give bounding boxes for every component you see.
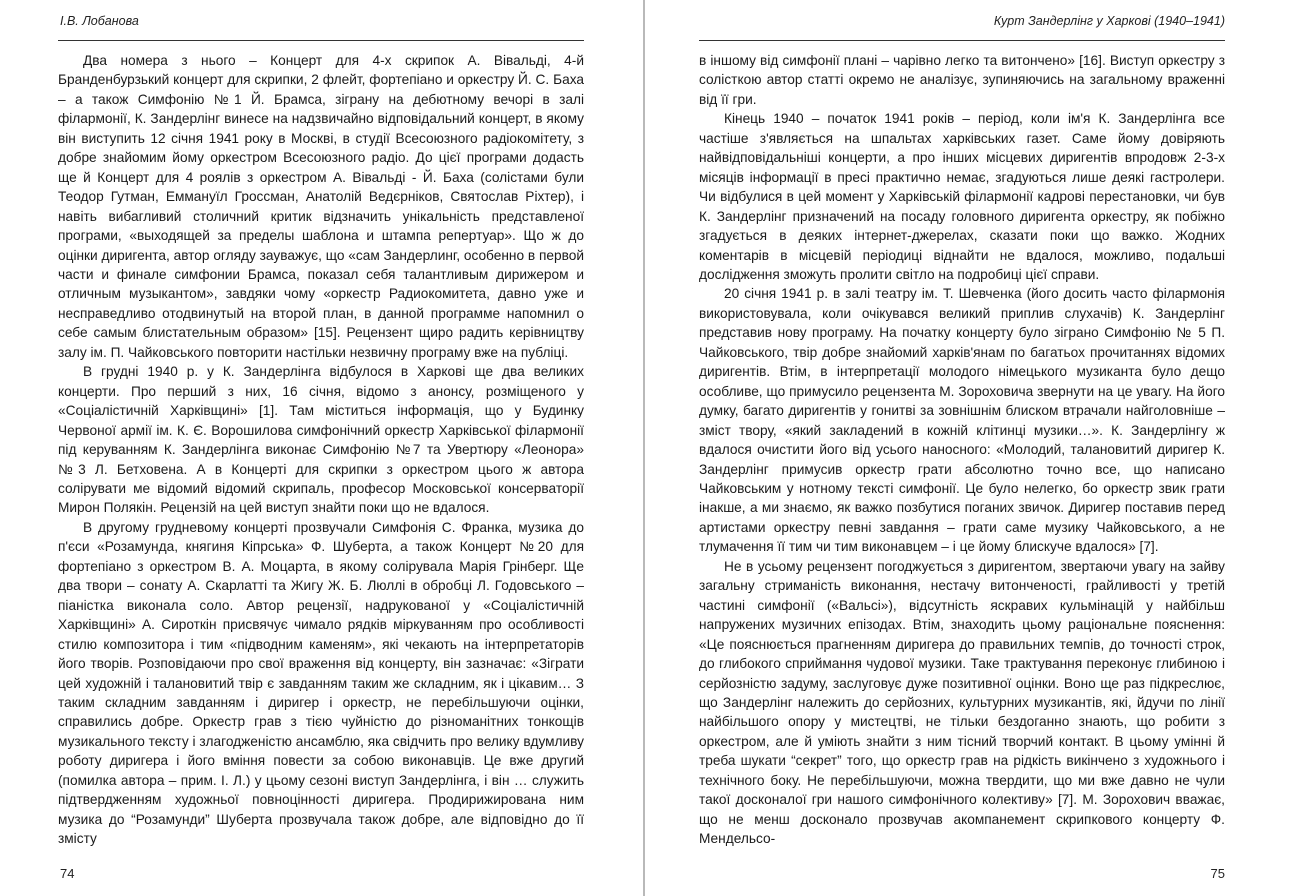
left-paragraph: В другому грудневому концерті прозвучали Симфонія С. Франка, музика до п'єси «Розамунда, княгиня Кіпрська» Ф. Шуберта, а також Концерт №20 для фортепіано з оркестром В. А. Моцарта, в якому солірувала Марія Грінберг. Ще два твори – сонату А. Скарлатті та Жигу Ж. Б. Люллі в обробці Л. Годовського – піаністка виконала соло. Автор рецензії, надрукованої у «Соціалістичній Харківщині» А. Сироткін присвячує чимало рядків міркуванням про особливості стилю композитора і тим «підводним каменям», які чекають на інтерпретаторів його творів. Розповідаючи про свої враження від концерту, він зазначає: «Зіграти цей художній і талановитий твір є завданням таким же складним, як і цікавим… З таким складним завданням і диригер і оркестр, не перебільшуючи оцінки, справились добре. Оркестр грав з тією чуйністю до різноманітних тонкощів музикального тексту і злагодженістю ансамблю, яка свідчить про велику вдумливу роботу диригера і його вміння повести за собою виконавців. Це вже другий (помилка автора – прим. І. Л.) у цьому сезоні виступ Зандерлінга, і він … служить підтвердженням художньої повноцінності диригера. Продирижирована ним музика до “Розамунди” Шуберта прозвучала також добре, але відповідно до її змісту [58, 519, 584, 847]
left-paragraph: Два номера з нього – Концерт для 4-х скрипок А. Вівальді, 4-й Бранденбурзький концерт для скрипки, 2 флейт, фортепіано и оркестру Й. С. Баха – а також Симфонію №1 Й. Брамса, зіграну на дебютному вечорі в залі філармонії, К. Зандерлінг винесе на надзвичайно відповідальний концерт, в якому він виступить 12 січня 1941 року в Москві, в студії Всесоюзного радіокомітету, з добре знайомим йому оркестром Всесоюзного радіо. До цієї програми додасть ще й Концерт для 4 роялів з оркестром А. Вівальді - Й. Баха (солістами були Теодор Гутман, Еммануїл Гроссман, Анатолій Ведєрніков, Святослав Ріхтер), і навіть вибагливий столичний критик відзначить унікальність представленої програми, «выходящей за пределы шаблона и штампа репертуар». Що ж до оцінки диригента, автор огляду зауважує, що «сам Зандерлинг, особенно в первой части и финале симфонии Брамса, показал себя талантливым дирижером и отличным музыкантом», завдяки чому «оркестр Радиокомитета, давно уже и несправедливо отодвинутый на второй план, в данной программе напомнил о себе самым блистательным образом» [15]. Рецензент щиро радить керівництву залу ім. П. Чайковського повторити настільки незвичну програму вже на публіці. [58, 53, 584, 360]
right-header-rule [699, 40, 1225, 41]
right-body-text [699, 51, 1225, 849]
right-paragraph: 20 січня 1941 р. в залі театру ім. Т. Шевченка (його досить часто філармонія використовувала, коли очікувався великий приплив слухачів) К. Зандерлінг представив нову програму. На початку концерту було зіграно Симфонію № 5 П. Чайковського, твір добре знайомий харків'янам по багатьох прочитаннях відомих диригентів. Втім, в інтерпретації молодого німецького музиканта було дещо особливе, що примусило рецензента М. Зороховича звернути на це увагу. На його думку, багато диригентів у гонитві за зовнішнім блиском втрачали найголовніше – зміст твору, «який закладений в кожній клітинці музики…». К. Зандерлінгу ж вдалося очистити його від усього наносного: «Молодий, талановитий диригер К. Зандерлінг примусив оркестр грати абсолютно точно все, що написано Чайковським у нотному тексті симфонії. Це було нелегко, бо оркестр звик грати інакше, а ми знаємо, як важко позбутися поганих звичок. Диригер поставив перед артистами оркестру певні завдання – грати саме музику Чайковського, а не тлумачення її тим чи тим виконавцем – і це йому блискуче вдалося» [7]. [699, 286, 1225, 555]
right-paragraph: Кінець 1940 – початок 1941 років – період, коли ім'я К. Зандерлінга все частіше з'являється на шпальтах харківських газет. Саме йому довіряють найвідповідальніші концерти, а про інших місцевих диригентів впродовж 2-3-х місяців інформації в пресі практично немає, згадуються лише деякі гастролери. Чи відбулися в цей момент у Харківській філармонії кадрові перестановки, чи був К. Зандерлінг призначений на посаду головного диригента оркестру, як побіжно згадується в деяких інтернет-джерелах, сказати поки що важко. Жодних коментарів в місцевій періодиці віднайти не вдалося, можливо, подальші дослідження зможуть пролити світло на подробиці цієї справи. [699, 111, 1225, 282]
right-continuation-paragraph: в іншому від симфонії плані – чарівно легко та витончено» [16]. Виступ оркестру з солісткою автор статті окремо не аналізує, зупиняючись на загальному враженні від її гри. [699, 53, 1225, 107]
left-body-text [58, 51, 584, 849]
right-paragraph: Не в усьому рецензент погоджується з диригентом, звертаючи увагу на зайву загальну стриманість виконання, нестачу витонченості, грайливості у третій частині симфонії («Вальсі»), відсутність яскравих кульмінацій у найбільш напружених музичних епізодах. Втім, знаходить цьому раціональне пояснення: «Це пояснюється прагненням диригера до правильних темпів, до точності строк, до глибокого сприймання чудової музики. Таке трактування переконує глибиною і серйозністю задуму, заслуговує дуже позитивної оцінки. Воно ще раз підкреслює, що Зандерлінг належить до серйозних, культурних музикантів, які, йдучи по лінії найбільшого опору у мистецтві, не тільки бездоганно знають, що робити з оркестром, але й уміють знайти з ним тісний творчий контакт. В цьому умінні й треба шукати “секрет” того, що оркестр грав на рідкість викінчено з художнього і технічного боку. Не перебільшуючи, можна твердити, що ми вже давно не чули такої досконалої гри нашого симфонічного колективу» [7]. М. Зорохович вважає, що не менш досконало прозвучав акомпанемент скрипкового концерту Ф. Мендельсо- [699, 558, 1225, 847]
right-page [645, 0, 1289, 896]
right-running-head: Курт Зандерлінг у Харкові (1940–1941) [993, 14, 1225, 28]
left-page-number: 74 [60, 866, 75, 881]
right-page-number: 75 [1210, 866, 1225, 881]
left-paragraph: В грудні 1940 р. у К. Зандерлінга відбулося в Харкові ще два великих концерти. Про перший з них, 16 січня, відомо з анонсу, розміщеного у «Соціалістичній Харківщині» [1]. Там міститься інформація, що у Будинку Червоної армії ім. К. Є. Ворошилова симфонічний оркестр Харківської філармонії під керуванням К. Зандерлінга виконає Симфонію №7 та Увертюру «Леонора» №3 Л. Бетховена. А в Концерті для скрипки з оркестром цього ж автора солірувати ме відомий відомий скрипаль, професор Московської консерваторії Мирон Полякін. Рецензій на цей виступ знайти поки що не вдалося. [58, 364, 584, 516]
left-page [0, 0, 644, 896]
left-header-rule [58, 40, 584, 41]
left-running-head: І.В. Лобанова [60, 14, 139, 28]
